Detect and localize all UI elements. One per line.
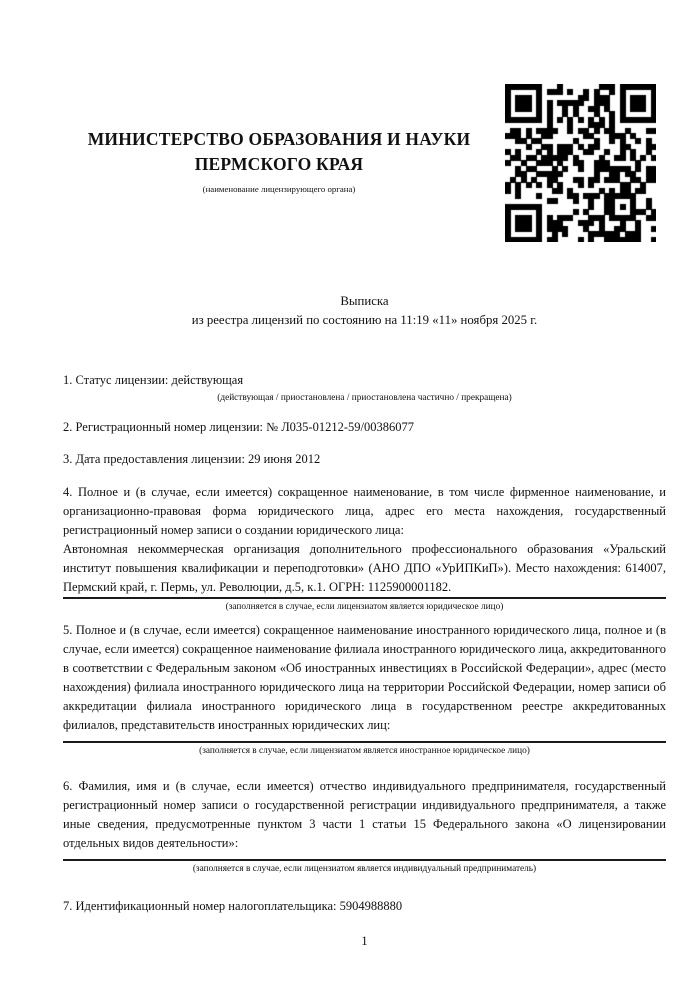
item-5-value-blank xyxy=(63,735,666,743)
authority-name-line2: ПЕРМСКОГО КРАЯ xyxy=(194,154,364,174)
authority-name-line1: МИНИСТЕРСТВО ОБРАЗОВАНИЯ И НАУКИ xyxy=(87,129,471,149)
title-line1: Выписка xyxy=(340,294,389,308)
item-4-note: (заполняется в случае, если лицензиатом является юридическое лицо) xyxy=(225,602,504,612)
item-6-label: 6. Фамилия, имя и (в случае, если имеется) отчество индивидуального предпринимателя, государственный регистрационный номер записи о государственной регистрации индивидуального предпринимателя, а также иные сведения, предусмотренные пунктом 3 части 1 статьи 15 Федерального закона «О лицензировании отдельных видов деятельности»: xyxy=(63,779,666,850)
title-line2: из реестра лицензий по состоянию на 11:19 «11» ноября 2025 г. xyxy=(191,312,538,327)
qr-code-icon xyxy=(505,84,656,242)
item-2-registration-number: 2. Регистрационный номер лицензии: № Л035-01212-59/00386077 xyxy=(63,420,414,434)
licensing-authority-block xyxy=(63,127,495,194)
item-5-label: 5. Полное и (в случае, если имеется) сокращенное наименование иностранного юридического лица, полное и (в случае, если имеется) сокращенное наименование филиала иностранного юридического лица, аккредитованного в соответствии с Федеральным законом «Об иностранных инвестициях в Российской Федерации», адрес (место нахождения) филиала иностранного юридического лица на территории Российской Федерации, номер записи об аккредитации филиала иностранного юридического лица в государственном реестре аккредитованных филиалов, представительств иностранных юридических лиц: xyxy=(63,623,666,732)
item-3-grant-date: 3. Дата предоставления лицензии: 29 июня 2012 xyxy=(63,452,321,466)
item-6-value-blank xyxy=(63,853,666,861)
document-header xyxy=(63,0,666,292)
authority-caption: (наименование лицензирующего органа) xyxy=(202,184,356,194)
item-1-note: (действующая / приостановлена / приостановлена частично / прекращена) xyxy=(217,393,512,403)
item-1-license-status: 1. Статус лицензии: действующая xyxy=(63,373,244,387)
document-body xyxy=(63,373,666,914)
item-6-note: (заполняется в случае, если лицензиатом является индивидуальный предприниматель) xyxy=(192,864,537,874)
authority-name xyxy=(63,127,495,177)
page-number: 1 xyxy=(361,934,368,948)
item-5-note: (заполняется в случае, если лицензиатом является иностранное юридическое лицо) xyxy=(199,746,530,756)
item-4-label: 4. Полное и (в случае, если имеется) сокращенное наименование, в том числе фирменное наименование, и организационно-правовая форма юридического лица, адрес его места нахождения, государственный регистрационный номер записи о создании юридического лица: xyxy=(63,485,666,537)
document-title xyxy=(63,292,666,329)
item-4-value: Автономная некоммерческая организация дополнительного профессионального образования «Уральский институт повышения квалификации и переподготовки» (АНО ДПО «УрИПКиП»). Место нахождения: 614007, Пермский край, г. Пермь, ул. Революции, д.5, к.1. ОГРН: 1125900001182. xyxy=(63,540,666,599)
item-7-taxpayer-number: 7. Идентификационный номер налогоплательщика: 5904988880 xyxy=(63,899,403,913)
